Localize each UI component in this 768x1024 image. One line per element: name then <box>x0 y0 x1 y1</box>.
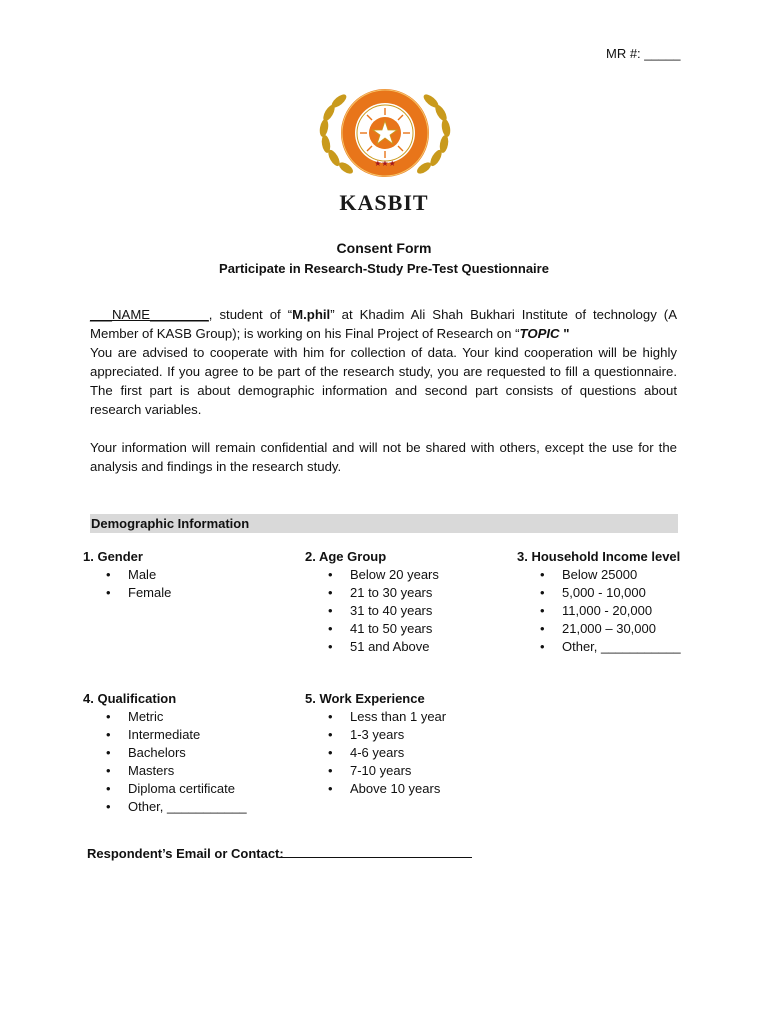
income-options <box>517 566 681 656</box>
age-option[interactable]: • 51 and Above <box>305 638 439 656</box>
age-options <box>305 566 439 656</box>
degree-label: M.phil <box>292 307 331 322</box>
contact-input-line[interactable] <box>279 857 472 858</box>
experience-title: 5. Work Experience <box>305 691 425 706</box>
form-title: Consent Form <box>336 240 432 256</box>
experience-question <box>305 690 446 798</box>
name-blank[interactable]: ___NAME________ <box>90 307 209 322</box>
income-option[interactable]: • 5,000 - 10,000 <box>517 584 681 602</box>
qualification-option[interactable]: • Other, ___________ <box>83 798 247 816</box>
demographic-heading: Demographic Information <box>91 516 250 531</box>
form-subtitle: Participate in Research-Study Pre-Test Questionnaire <box>219 261 549 276</box>
intro-paragraph <box>90 306 677 419</box>
intro-text-3: " <box>559 325 570 341</box>
topic-label: TOPIC <box>519 325 560 341</box>
gender-options <box>83 566 171 602</box>
age-title: 2. Age Group <box>305 549 387 564</box>
gender-option[interactable]: • Male <box>83 566 171 584</box>
intro-text-2: ” at Khadim Ali Shah Bukhari Institute of technology (A Member of KASB Group); is working on his Final Project of Research on “ <box>90 307 677 341</box>
income-option[interactable]: • Below 25000 <box>517 566 681 584</box>
logo-stars: ★★★ <box>374 159 396 168</box>
experience-option[interactable]: • Less than 1 year <box>305 708 446 726</box>
qualification-options <box>83 708 247 816</box>
gender-question <box>83 548 171 602</box>
experience-option[interactable]: • Above 10 years <box>305 780 446 798</box>
kasbit-wordmark: KASBIT <box>339 190 429 215</box>
experience-option[interactable]: • 4-6 years <box>305 744 446 762</box>
qualification-option[interactable]: • Masters <box>83 762 247 780</box>
income-option[interactable]: • Other, ___________ <box>517 638 681 656</box>
income-option[interactable]: • 21,000 – 30,000 <box>517 620 681 638</box>
cooperation-paragraph: You are advised to cooperate with him for collection of data. Your kind cooperation will be highly appreciated. If you agree to be part of the research study, you are requested to fill a questionnaire. The first part is about demographic information and second part consists of questions about research variables. <box>90 344 677 417</box>
income-title: 3. Household Income level <box>517 549 681 564</box>
qualification-option[interactable]: • Diploma certificate <box>83 780 247 798</box>
qualification-question <box>83 690 247 816</box>
age-option[interactable]: • 21 to 30 years <box>305 584 439 602</box>
kasbit-seal-icon <box>310 86 460 191</box>
age-option[interactable]: • Below 20 years <box>305 566 439 584</box>
qualification-title: 4. Qualification <box>83 691 177 706</box>
gender-title: 1. Gender <box>83 549 143 564</box>
age-option[interactable]: • 31 to 40 years <box>305 602 439 620</box>
mr-number-label: MR #: _____ <box>606 46 681 61</box>
income-question <box>517 548 681 656</box>
age-question <box>305 548 439 656</box>
experience-option[interactable]: • 7-10 years <box>305 762 446 780</box>
qualification-option[interactable]: • Intermediate <box>83 726 247 744</box>
demographic-section-banner <box>90 514 678 533</box>
age-option[interactable]: • 41 to 50 years <box>305 620 439 638</box>
qualification-option[interactable]: • Metric <box>83 708 247 726</box>
qualification-option[interactable]: • Bachelors <box>83 744 247 762</box>
experience-option[interactable]: • 1-3 years <box>305 726 446 744</box>
experience-options <box>305 708 446 798</box>
gender-option[interactable]: • Female <box>83 584 171 602</box>
contact-label: Respondent’s Email or Contact: <box>87 846 284 861</box>
income-option[interactable]: • 11,000 - 20,000 <box>517 602 681 620</box>
confidentiality-paragraph: Your information will remain confidential and will not be shared with others, except the use for the analysis and findings in the research study. <box>90 440 677 474</box>
intro-text-1: , student of “ <box>208 307 293 322</box>
